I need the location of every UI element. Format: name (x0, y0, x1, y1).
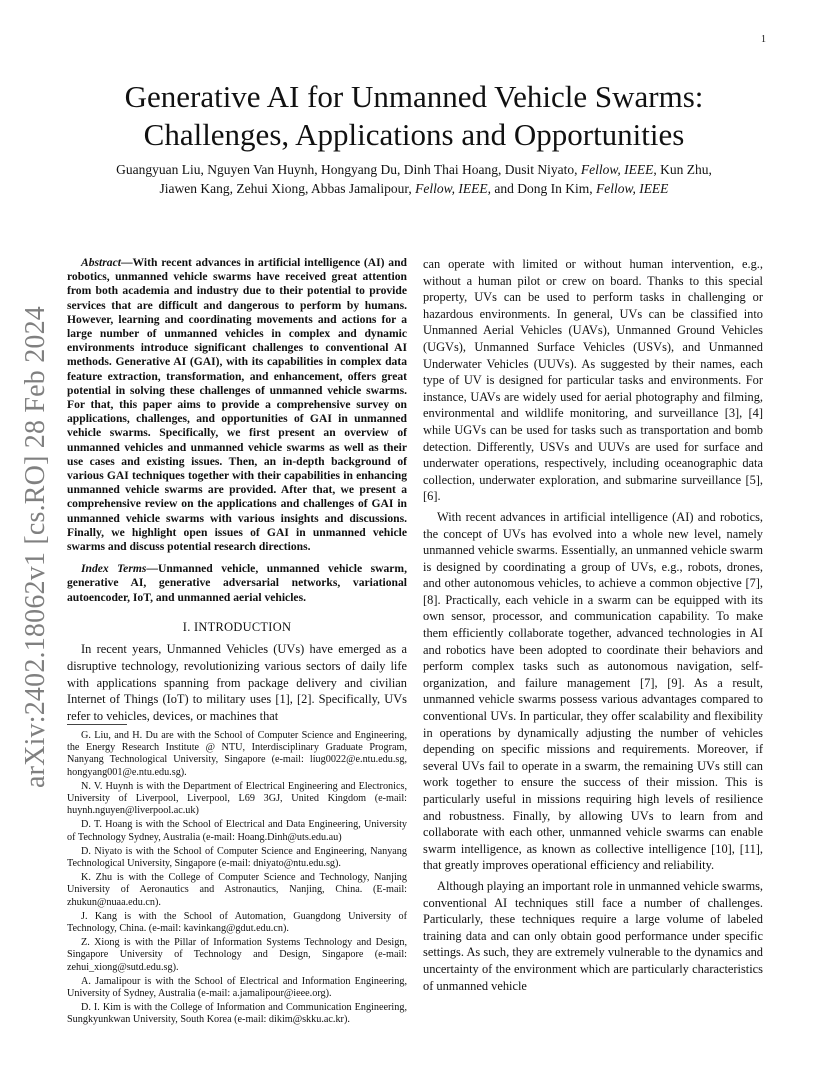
index-terms-label: Index Terms (81, 562, 147, 576)
footnote: D. Niyato is with the School of Computer Science and Engineering, Nanyang Technological University, Singapore (e-mail: dniyato@ntu.edu.sg). (67, 845, 407, 870)
footnote: D. I. Kim is with the College of Information and Communication Engineering, Sungkyunkwan University, South Korea (e-mail: dikim@skku.ac.kr). (67, 1002, 407, 1026)
author-footnotes (67, 730, 407, 1029)
abstract-text: —With recent advances in artificial intelligence (AI) and robotics, unmanned vehicle swarms have received great attention from both academia and industry due to their potential to provide services that are difficult and dangerous to perform by humans. However, learning and coordinating movements and actions for a large number of unmanned vehicles in complex and dynamic environments introduce significant challenges to conventional AI methods. Generative AI (GAI), with its capabilities in complex data feature extraction, transformation, and enhancement, offers great potential in solving these challenges of unmanned vehicle swarms. For that, this paper aims to provide a comprehensive survey on applications, challenges, and opportunities of GAI in unmanned vehicle swarms. Specifically, we first present an overview of unmanned vehicles and unmanned vehicle swarms as well as their use cases and existing issues. Then, an in-depth background of various GAI techniques together with their capabilities in enhancing unmanned vehicle swarms are provided. After that, we present a comprehensive review on the applications and challenges of GAI in unmanned vehicle swarms with various insights and discussions. Finally, we highlight open issues of GAI in unmanned vehicle swarms and discuss potential research directions. (67, 256, 407, 554)
fellow-title: Fellow, IEEE (415, 181, 488, 196)
fellow-title: Fellow, IEEE (595, 181, 669, 196)
abstract-label: Abstract (81, 256, 121, 269)
body-paragraph: With recent advances in artificial intelligence (AI) and robotics, the concept of UVs has evolved into a whole new level, namely unmanned vehicle swarms. Essentially, an unmanned vehicle swarm is designed by coordinating a group of UVs, e.g., robots, drones, and other autonomous vehicles, to achieve a common objective [7], [8]. Practically, each vehicle in a swarm can be equipped with its own sensor, processor, and communication capability. To make them efficiently collaborate together, advanced technologies in AI and robotics have been adopted to coordinate their behaviors and perform complex tasks such as autonomous navigation, self-organization, and failure management [7], [9]. As a result, unmanned vehicle swarms possess various advantages compared to conventional UVs. In particular, they offer scalability and flexibility in operations by dynamically adjusting the number of vehicles depending on specific missions and requirements. Moreover, if several UVs fail to operate in a swarm, the remaining UVs still can work together to ensure the success of their mission. This is particularly useful in missions requiring high levels of resilience and robustness. Finally, by allowing UVs to learn from and collaborate with each other, unmanned vehicle swarms can enable swarm intelligence, as known as collective intelligence [10], [11], that greatly improves operational efficiency and reliability. (423, 509, 763, 873)
footnote: D. T. Hoang is with the School of Electrical and Data Engineering, University of Technology Sydney, Australia (e-mail: Hoang.Dinh@uts.edu.au) (67, 819, 407, 843)
authors-line-1: Guangyuan Liu, Nguyen Van Huynh, Hongyang Du, Dinh Thai Hoang, Dusit Niyato, (116, 162, 578, 177)
arxiv-identifier: arXiv:2402.18062v1 [cs.RO] 28 Feb 2024 (20, 305, 51, 788)
footnote: K. Zhu is with the College of Computer Science and Technology, Nanjing University of Aeronautics and Astronautics, Nanjing, China. (E-mail: zhukun@nuaa.edu.cn). (67, 872, 407, 908)
title-line-2: Challenges, Applications and Opportunities (143, 117, 685, 152)
abstract (67, 256, 407, 554)
body-paragraph: Although playing an important role in unmanned vehicle swarms, conventional AI techniques still face a number of challenges. Particularly, these techniques require a large volume of labeled training data and can only obtain good performance under specific settings. As such, they are extremely vulnerable to the dynamics and uncertainty of the environment which are particularly characteristics of unmanned vehicle (423, 878, 763, 993)
left-column (67, 256, 407, 724)
footnote: J. Kang is with the School of Automation, Guangdong University of Technology, China. (e-mail: kavinkang@gdut.edu.cn). (67, 910, 407, 935)
author-list (62, 160, 766, 198)
paper-title (60, 78, 768, 154)
authors-line-1-end: , Kun Zhu, (653, 162, 712, 177)
body-paragraph: can operate with limited or without human intervention, e.g., without a human pilot or crew on board. Thanks to this special property, UVs can be used to perform tasks in challenging or hazardous environments. In general, UVs can be classified into Unmanned Aerial Vehicles (UAVs), Unmanned Ground Vehicles (UGVs), Unmanned Surface Vehicles (USVs), and Unmanned Underwater Vehicles (UUVs). As suggested by their names, each type of UV is designed for particular tasks and environments. For instance, UAVs are widely used for aerial photography and filming, environmental and wildlife monitoring, and surveillance [3], [4] while UGVs can be used for tasks such as transportation and bomb detection. Differently, USVs and UUVs are used for surface and underwater operations, respectively, including oceanographic data collection, underwater exploration, and submarine surveillance [5], [6]. (423, 257, 763, 504)
index-terms-text: —Unmanned vehicle, unmanned vehicle swarm, generative AI, generative adversarial networks, variational autoencoder, IoT, and unmanned aerial vehicles. (67, 562, 407, 604)
footnote: A. Jamalipour is with the School of Electrical and Information Engineering, University of Sydney, Australia (e-mail: a.jamalipour@ieee.org). (67, 975, 407, 1000)
section-heading: I. INTRODUCTION (182, 619, 292, 634)
fellow-title: Fellow, IEEE (580, 162, 654, 177)
authors-line-2: Jiawen Kang, Zehui Xiong, Abbas Jamalipour, (159, 181, 412, 196)
right-column (423, 256, 763, 998)
intro-paragraph: In recent years, Unmanned Vehicles (UVs) have emerged as a disruptive technology, revolutionizing various sectors of daily life with applications spanning from package delivery and civilian Internet of Things (IoT) to military uses [1], [2]. Specifically, UVs refer to vehicles, devices, or machines that (67, 642, 407, 723)
index-terms (67, 562, 407, 605)
page-number: 1 (761, 34, 766, 45)
authors-line-2-mid: , and Dong In Kim, (487, 181, 593, 196)
footnote: N. V. Huynh is with the Department of Electrical Engineering and Electronics, University of Liverpool, Liverpool, L69 3GJ, United Kingdom (e-mail: huynh.nguyen@liverpool.ac.uk) (67, 780, 407, 817)
footnote: G. Liu, and H. Du are with the School of Computer Science and Engineering, the Energy Research Institute @ NTU, Interdisciplinary Graduate Program, Nanyang Technological University, Singapore (e-mail: liug0022@e.ntu.edu.sg, hongyang001@e.ntu.edu.sg). (67, 730, 407, 778)
footnote-divider (67, 724, 127, 725)
footnote: Z. Xiong is with the Pillar of Information Systems Technology and Design, Singapore University of Technology and Design, Singapore (e-mail: zehui_xiong@sutd.edu.sg). (67, 937, 407, 973)
title-line-1: Generative AI for Unmanned Vehicle Swarms: (124, 79, 704, 114)
